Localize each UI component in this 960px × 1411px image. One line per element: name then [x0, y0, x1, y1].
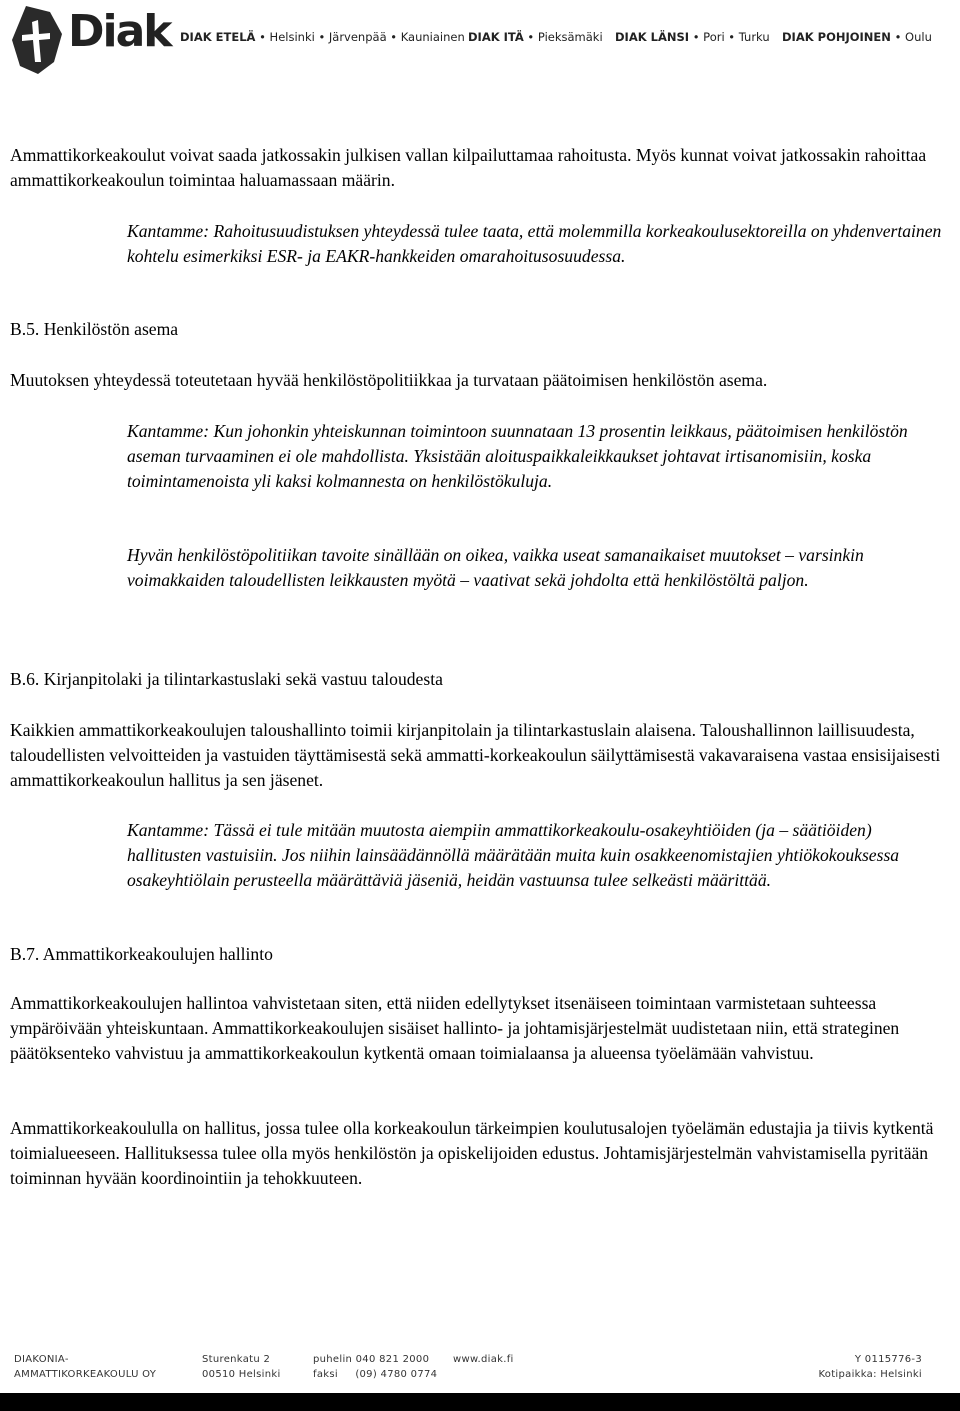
footer-address: Sturenkatu 2 00510 Helsinki: [202, 1354, 281, 1380]
letterhead: [0, 0, 960, 80]
footer-bar: [0, 1393, 960, 1411]
letterhead-footer: [0, 1352, 960, 1392]
logo-wordmark: Diak: [68, 6, 171, 57]
footer-company-info: Y 0115776-3 Kotipaikka: Helsinki: [818, 1354, 922, 1380]
section-heading-b5: B.5. Henkilöstön asema: [10, 319, 179, 339]
footer-organization: DIAKONIA- AMMATTIKORKEAKOULU OY: [14, 1354, 157, 1380]
footer-website: www.diak.fi: [453, 1354, 514, 1365]
section-heading-b7: B.7. Ammattikorkeakoulujen hallinto: [10, 944, 273, 964]
paragraph-funding: Ammattikorkeakoulut voivat saada jatkossakin julkisen vallan kilpailuttamaa rahoitusta. Myös kunnat voivat jatkossakin rahoittaa ammattikorkeakoulun toimintaa haluamassaan määrin.: [10, 145, 927, 190]
position-staff-policy: Hyvän henkilöstöpolitiikan tavoite sinällään on oikea, vaikka useat samanaikaiset muutokset – varsinkin voimakkaiden taloudellisten leikkausten myötä – vaativat sekä johdolta että henkilöstöltä paljon.: [127, 545, 864, 590]
campus-etela: DIAK ETELÄ • Helsinki • Järvenpää • Kauniainen: [180, 30, 465, 44]
paragraph-governance: Ammattikorkeakoulujen hallintoa vahvistetaan siten, että niiden edellytykset itsenäiseen toimintaan varmistetaan suhteessa ympäröivään yhteiskuntaan. Ammattikorkeakoulujen sisäiset hallinto- ja johtamisjärjestelmät uudistetaan niin, että strateginen päätöksenteko vahvistuu ja ammattikorkeakoulun kytkentä omaan toimialaansa ja alueensa työelämään vahvistuu.: [10, 993, 900, 1063]
position-accounting: Kantamme: Tässä ei tule mitään muutosta aiempiin ammattikorkeakoulu-osakeyhtiöiden (ja – säätiöiden) hallitusten vastuisiin. Jos niihin lainsäädännöllä määrätään muita kuin osakkeenomistajien yhtiökokouksessa osakeyhtiölain perusteella määrättäviä jäseniä, heidän vastuunsa tulee selkeästi määrittää.: [127, 820, 900, 890]
paragraph-accounting: Kaikkien ammattikorkeakoulujen taloushallinto toimii kirjanpitolain ja tilintarkastuslain alaisena. Taloushallinnon laillisuudesta, taloudellisten velvoitteiden ja vastuiden täyttämisestä sekä ammatti-korkeakoulun säilyttämisestä vakavaraisena vastaa ensisijaisesti ammattikorkeakoulun hallitus ja sen jäsenet.: [10, 720, 941, 790]
paragraph-board: Ammattikorkeakoululla on hallitus, jossa tulee olla korkeakoulun tärkeimpien koulutusalojen työelämän edustajia ja tiivis kytkentä toimialueeseen. Hallituksessa tulee olla myös henkilöstön ja opiskelijoiden edustus. Johtamisjärjestelmän vahvistamisella pyritään toiminnan hyvään koordinointiin ja tehokkuuteen.: [10, 1118, 934, 1188]
campus-pohjoinen: DIAK POHJOINEN • Oulu: [782, 30, 932, 44]
paragraph-staff: Muutoksen yhteydessä toteutetaan hyvää henkilöstöpolitiikkaa ja turvataan päätoimisen henkilöstön asema.: [10, 370, 768, 390]
diak-logo-icon: [8, 4, 66, 76]
footer-contact: puhelin 040 821 2000 faksi (09) 4780 0774: [313, 1354, 438, 1380]
position-staff-cuts: Kantamme: Kun johonkin yhteiskunnan toimintoon suunnataan 13 prosentin leikkaus, päätoimisen henkilöstön aseman turvaaminen ei ole mahdollista. Yksistään aloituspaikkaleikkaukset johtavat irtisanomisiin, koska toimintamenoista yli kaksi kolmannesta on henkilöstökuluja.: [127, 421, 908, 491]
campus-ita: DIAK ITÄ • Pieksämäki: [468, 30, 603, 44]
campus-lansi: DIAK LÄNSI • Pori • Turku: [615, 30, 770, 44]
section-heading-b6: B.6. Kirjanpitolaki ja tilintarkastuslaki sekä vastuu taloudesta: [10, 669, 443, 689]
position-funding: Kantamme: Rahoitusuudistuksen yhteydessä tulee taata, että molemmilla korkeakoulusektoreilla on yhdenvertainen kohtelu esimerkiksi ESR- ja EAKR-hankkeiden omarahoitusosuudessa.: [127, 221, 942, 266]
